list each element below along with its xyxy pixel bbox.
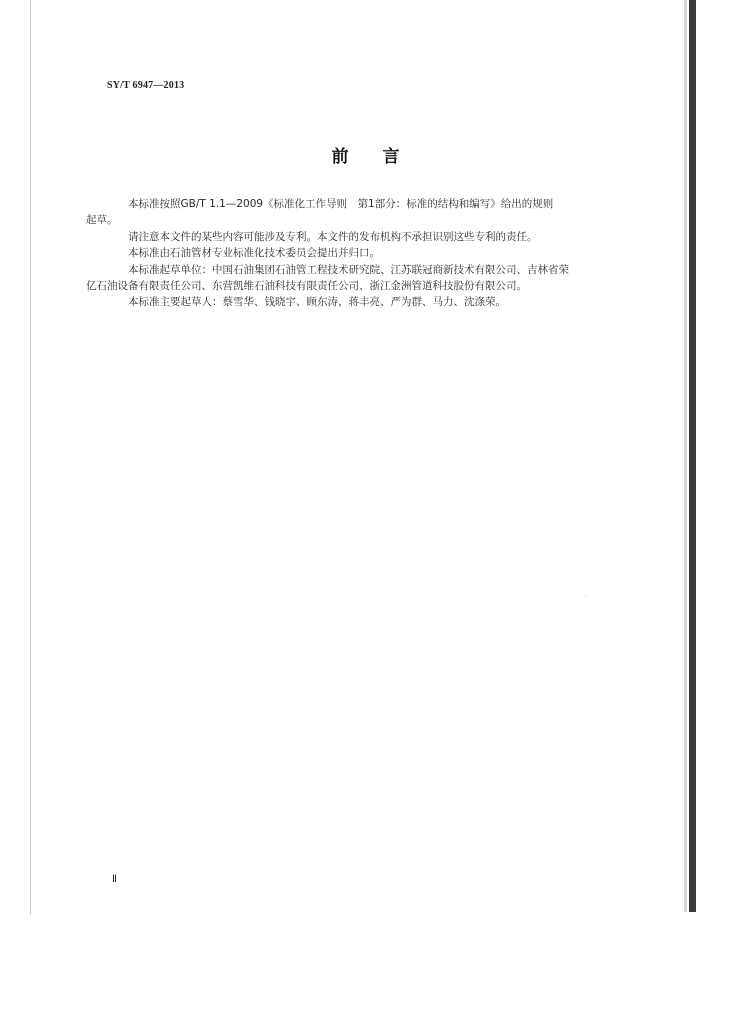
paragraph-line: 本标准按照GB/T 1.1—2009《标准化工作导则 第1部分：标准的结构和编写》给出的规则 — [128, 198, 554, 210]
paragraph-drafting-rules — [86, 196, 633, 229]
paragraph-line: 亿石油设备有限责任公司、东营凯维石油科技有限责任公司、浙江金洲管道科技股份有限公司。 — [86, 280, 527, 293]
paragraph-line: 本标准主要起草人：蔡雪华、钱晓宇、顾东涛、蒋丰亮、严为群、马力、沈涤荣。 — [128, 296, 506, 309]
scan-speck — [585, 596, 586, 597]
scan-left-edge — [30, 0, 31, 915]
paragraph-drafting-units — [86, 262, 633, 295]
paragraph-line: 本标准由石油管材专业标准化技术委员会提出并归口。 — [128, 247, 380, 260]
page-number: Ⅱ — [112, 874, 117, 885]
paragraph-proposer — [107, 245, 633, 261]
scan-right-shadow — [684, 0, 687, 912]
paragraph-line: 起草。 — [86, 214, 118, 227]
paragraph-patent-notice — [107, 229, 633, 245]
paragraph-drafters — [107, 294, 633, 310]
standard-code: SY/T 6947—2013 — [107, 80, 185, 91]
paragraph-line: 本标准起草单位：中国石油集团石油管工程技术研究院、江苏联冠商新技术有限公司、吉林省荣 — [128, 263, 569, 276]
foreword-body — [86, 196, 633, 311]
paragraph-line: 请注意本文件的某些内容可能涉及专利。本文件的发布机构不承担识别这些专利的责任。 — [128, 230, 538, 243]
scan-right-edge — [689, 0, 696, 912]
page-title: 前言 — [331, 147, 434, 167]
